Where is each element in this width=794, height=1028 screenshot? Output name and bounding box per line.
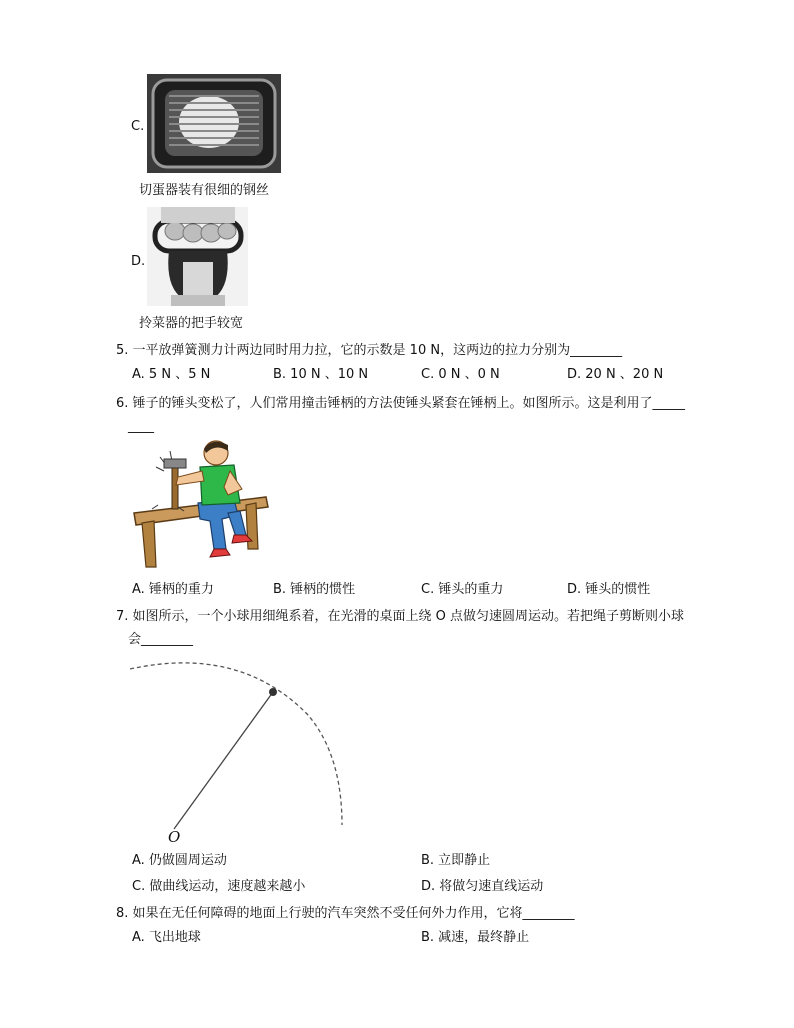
q8-stem: 8. 如果在无任何障碍的地面上行驶的汽车突然不受任何外力作用，它将________ [116, 906, 575, 921]
option-c-caption: 切蛋器装有很细的钢丝 [139, 183, 270, 198]
q8-option-a[interactable]: A. 飞出地球 [132, 930, 201, 945]
q7-option-b[interactable]: B. 立即静止 [421, 853, 491, 868]
q7-option-a[interactable]: A. 仍做圆周运动 [132, 853, 227, 868]
q6-stem: 6. 锤子的锤头变松了，人们常用撞击锤柄的方法使锤头紧套在锤柄上。如图所示。这是利用了_____ [116, 396, 686, 411]
q7-option-c[interactable]: C. 做曲线运动，速度越来越小 [132, 879, 306, 894]
q6-option-a[interactable]: A. 锤柄的重力 [132, 582, 214, 597]
string-line [174, 692, 273, 829]
option-d-caption: 拎菜器的把手较宽 [139, 316, 244, 331]
q7-stem-cont: 会________ [128, 632, 194, 647]
q7-stem: 7. 如图所示，一个小球用细绳系着，在光滑的桌面上绕 O 点做匀速圆周运动。若把绳子剪断则小球 [116, 609, 685, 624]
q5-option-b[interactable]: B. 10 N 、10 N [273, 367, 369, 382]
q5-option-a[interactable]: A. 5 N 、5 N [132, 367, 211, 382]
q8-option-b[interactable]: B. 减速，最终静止 [421, 930, 530, 945]
q5-option-d[interactable]: D. 20 N 、20 N [567, 367, 664, 382]
q5-option-c[interactable]: C. 0 N 、0 N [421, 367, 500, 382]
circular-motion-figure [130, 655, 350, 845]
bag-carrier-image [147, 207, 248, 306]
center-label: O [168, 828, 181, 845]
q6-stem-cont: ____ [128, 419, 154, 434]
q6-option-d[interactable]: D. 锤头的惯性 [567, 582, 651, 597]
egg-slicer-image [147, 74, 281, 173]
q5-stem: 5. 一平放弹簧测力计两边同时用力拉，它的示数是 10 N，这两边的拉力分别为________ [116, 343, 623, 358]
q7-option-d[interactable]: D. 将做匀速直线运动 [421, 879, 544, 894]
option-d-letter: D. [131, 254, 146, 269]
q6-option-c[interactable]: C. 锤头的重力 [421, 582, 504, 597]
ball [269, 688, 277, 696]
hammer-man-illustration [130, 437, 270, 569]
option-c-letter: C. [131, 119, 145, 134]
q6-option-b[interactable]: B. 锤柄的惯性 [273, 582, 356, 597]
